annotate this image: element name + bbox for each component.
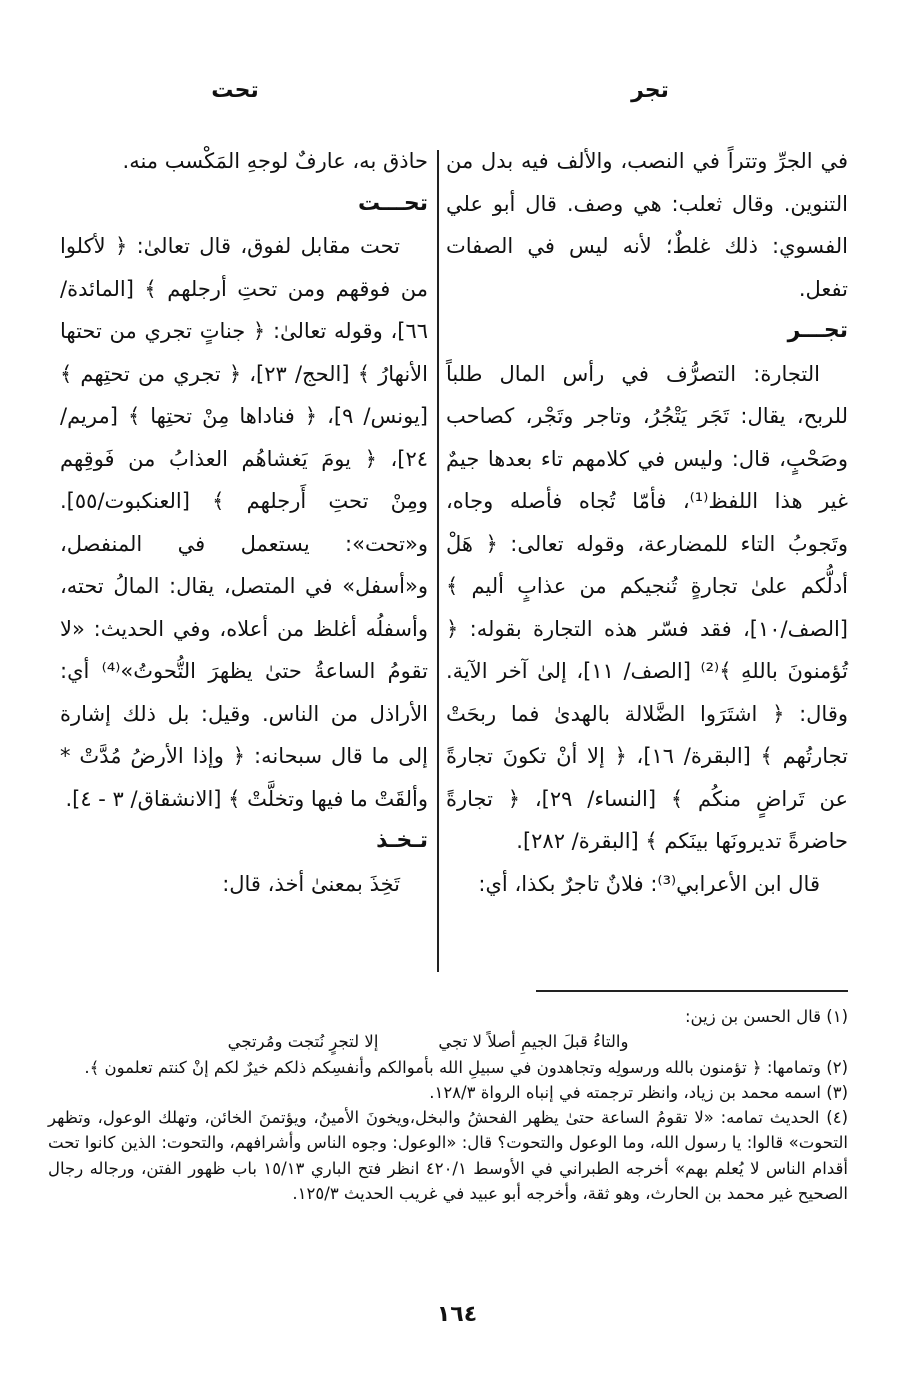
verse-first-hemistich: والتاءُ قبلَ الجيمِ أصلاً لا تجي (438, 1032, 629, 1052)
footnote-1-verse (48, 1029, 848, 1054)
footnote-3: (٣) اسمه محمد بن زياد، وانظر ترجمته في إنباه الرواة ١٢٨/٣. (429, 1082, 848, 1102)
footnote-1-intro: (١) قال الحسن بن زين: (684, 1007, 848, 1026)
left-col-paragraph-3: تَخِذَ بمعنىٰ أخذ، قال: (222, 871, 400, 896)
left-col-paragraph-2: تحت مقابل لفوق، قال تعالىٰ: ﴿ لأكلوا من فوقهم ومن تحتِ أرجلهم ﴾ [المائدة/ ٦٦]، وقوله تعالىٰ: ﴿ جناتٍ تجري من تحتها الأنهارُ ﴾ [الحج/ ٢٣]، ﴿ تجري من تحتِهم ﴾ [يونس/ ٩]، ﴿ فناداها مِنْ تحتِها ﴾ [مريم/ ٢٤]، ﴿ يومَ يَغشاهُم العذابُ من فَوقِهم ومِنْ تحتِ أَرجلهم ﴾ [العنكبوت/٥٥]. و«تحت»: يستعمل في المنفصل، و«أسفل» في المتصل، يقال: المالُ تحته، وأسفلُه أغلظ من أعلاه، وفي الحديث: «لا تقومُ الساعةُ حتىٰ يظهرَ التُّحوتُ»⁽⁴⁾ أي: الأراذل من الناس. وقيل: بل ذلك إشارة إلى ما قال سبحانه: ﴿ وإذا الأرضُ مُدَّتْ * وألقَتْ ما فيها وتخلَّتْ ﴾ [الانشقاق/ ٣ - ٤]. (60, 234, 428, 811)
right-col-paragraph-1: في الجرِّ وتتراً في النصب، والألف فيه بدل من التنوين. وقال ثعلب: هي وصف. قال أبو علي الفسوي: ذلك غلطٌ؛ لأنه ليس في الصفات تفعل. (446, 149, 848, 301)
entry-heading-tajr: تجـــر (787, 318, 848, 343)
running-header-right: تجر (631, 78, 669, 103)
right-col-paragraph-3: قال ابن الأعرابي⁽³⁾: فلانٌ تاجرٌ بكذا، أي: (478, 871, 820, 896)
entry-heading-takhidh: تـخـذ (376, 828, 428, 853)
page-number: ١٦٤ (436, 1302, 478, 1327)
left-column (60, 140, 428, 905)
running-header-left: تحت (211, 78, 259, 103)
footnotes (48, 1004, 848, 1206)
left-col-paragraph-1: حاذق به، عارفٌ لوجهِ المَكْسب منه. (122, 149, 428, 173)
footnote-4: (٤) الحديث تمامه: «لا تقومُ الساعة حتىٰ يظهر الفحشُ والبخل،ويخونَ الأمينُ، ويؤتمنَ الخائن، وتهلك الوعول، وتظهر التحوت» قالوا: يا رسول الله، وما الوعول والتحوت؟ قال: «الوعول: وجوه الناس وأشرافهم، والتحوت: الذين كانوا تحت أقدام الناس لا يُعلم بهم» أخرجه الطبراني في الأوسط ٤٢٠/١ انظر فتح الباري ١٥/١٣ باب ظهور الفتن، ورجاله رجال الصحيح غير محمد بن الحارث، وهو ثقة، وأخرجه أبو عبيد في غريب الحديث ١٢٥/٣. (48, 1108, 848, 1204)
footnote-2: (٢) وتمامها: ﴿ تؤمنون بالله ورسولِه وتجاهدون في سبيلِ الله بأموالكم وأنفسِكم ذلكم خيرٌ لكم إنْ كنتم تعلمون ﴾. (84, 1057, 848, 1077)
right-col-paragraph-2: التجارة: التصرُّف في رأس المال طلباً للربح، يقال: تَجَر يَتْجُرُ، وتاجر وتَجْر، كصاحب وصَحْبٍ، قال: وليس في كلامهم تاء بعدها جيمٌ غير هذا اللفظ⁽¹⁾، فأمّا تُجاه فأصله وجاه، وتَجوبُ التاء للمضارعة، وقوله تعالى: ﴿ هَلْ أدلُّكم علىٰ تجارةٍ تُنجيكم من عذابٍ أليم ﴾[الصف/١٠]، فقد فسّر هذه التجارة بقوله: ﴿ تُؤمنونَ باللهِ ﴾⁽²⁾ [الصف/ ١١]، إلىٰ آخر الآية. وقال: ﴿ اشتَرَوا الضَّلالة بالهدىٰ فما ربحَتْ تجارتُهم ﴾ [البقرة/ ١٦]، ﴿ إلا أنْ تكونَ تجارةً عن تَراضٍ منكُم ﴾ [النساء/ ٢٩]، ﴿ تجارةً حاضرةً تديرونَها بينَكم ﴾ [البقرة/ ٢٨٢]. (446, 361, 849, 853)
column-divider (437, 150, 439, 972)
footnote-separator (536, 990, 848, 992)
right-column (446, 140, 848, 905)
entry-heading-taht: تحـــت (358, 190, 428, 216)
verse-second-hemistich: إلا لتجرٍ نُتجت ومُرتجي (227, 1032, 379, 1052)
